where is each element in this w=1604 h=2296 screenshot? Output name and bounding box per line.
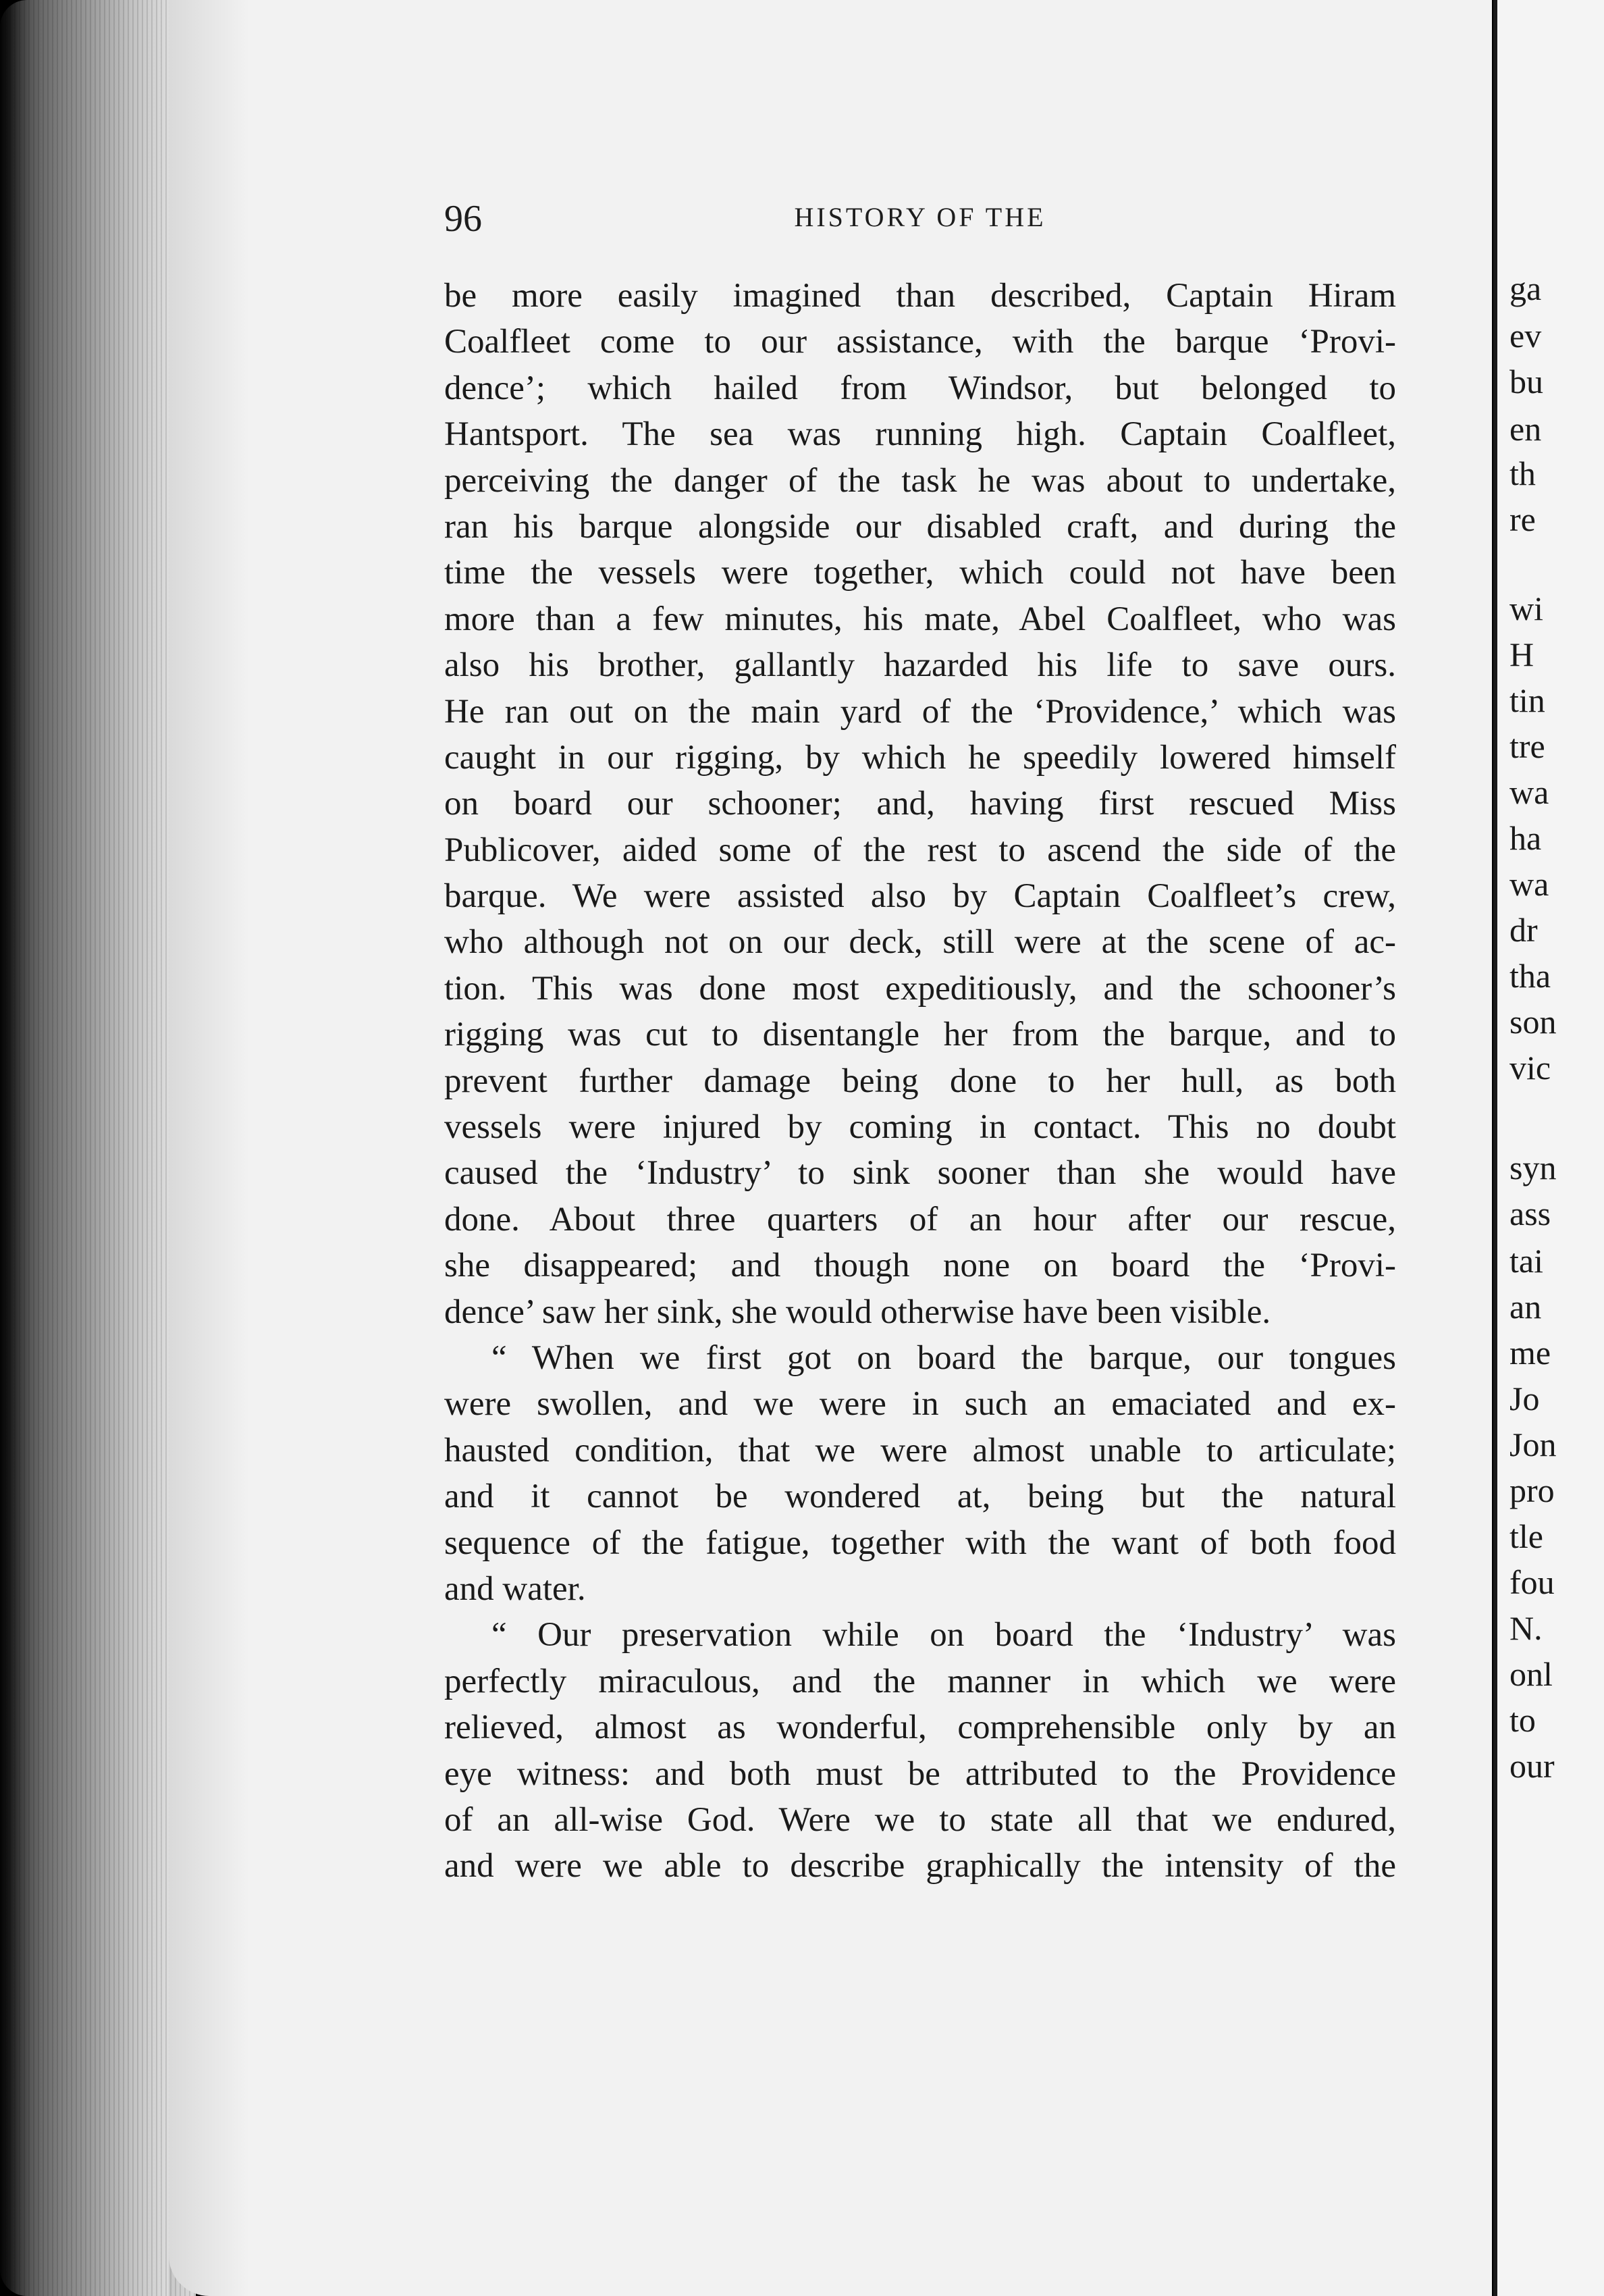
text-line: ran his barque alongside our disabled craft, and during the [444,507,1396,546]
facing-fragment: re [1509,500,1536,538]
text-line: and were we able to describe graphically the intensity of the [444,1847,1396,1885]
facing-page-edge [1493,0,1604,2296]
text-line: more than a few minutes, his mate, Abel Coalfleet, who was [444,600,1396,638]
facing-fragment: our [1509,1747,1555,1785]
text-line: time the vessels were together, which could not have been [444,554,1396,592]
facing-fragment: tai [1509,1242,1543,1280]
facing-fragment: en [1509,410,1542,448]
text-line: dence’ saw her sink, she would otherwise have been visible. [444,1293,1271,1331]
text-line: Publicover, aided some of the rest to ascend the side of the [444,831,1396,869]
facing-fragment: wa [1509,773,1549,811]
facing-fragment: tle [1509,1517,1543,1555]
text-line: caught in our rigging, by which he speedily lowered himself [444,738,1396,777]
facing-fragment: me [1509,1334,1551,1372]
text-line: perfectly miraculous, and the manner in which we were [444,1662,1396,1700]
facing-fragment: N. [1509,1609,1543,1647]
text-line: caused the ‘Industry’ to sink sooner than she would have [444,1154,1396,1193]
text-line: she disappeared; and though none on board the ‘Provi- [444,1247,1396,1285]
facing-fragment: ev [1509,317,1542,355]
text-line: hausted condition, that we were almost unable to articulate; [444,1431,1396,1469]
running-title: HISTORY OF THE [794,202,1046,232]
text-line: also his brother, gallantly hazarded his life to save ours. [444,646,1396,685]
facing-fragment: tha [1509,957,1551,995]
text-line: of an all-wise God. Were we to state all that we endured, [444,1800,1396,1839]
text-line: tion. This was done most expeditiously, and the schooner’s [444,969,1396,1008]
facing-fragment: syn [1509,1149,1557,1186]
text-line: eye witness: and both must be attributed to the Providence [444,1754,1396,1793]
facing-fragment: wi [1509,590,1543,627]
text-line: and it cannot be wondered at, being but the natural [444,1478,1396,1516]
facing-fragment: ha [1509,819,1542,857]
facing-fragment: an [1509,1288,1542,1326]
facing-fragment: wa [1509,865,1549,903]
facing-fragment: Jon [1509,1426,1557,1463]
text-line: were swollen, and we were in such an emaciated and ex- [444,1385,1396,1424]
text-line: prevent further damage being done to her hull, as both [444,1062,1396,1100]
facing-fragment: vic [1509,1049,1551,1087]
facing-fragment: pro [1509,1471,1555,1509]
facing-fragment: H [1509,635,1534,673]
facing-fragment: dr [1509,911,1538,949]
facing-fragment: to [1509,1701,1536,1739]
text-line: “ When we first got on board the barque, our tongues [491,1338,1396,1377]
facing-fragment: bu [1509,363,1543,400]
body-text [444,273,1396,1889]
text-line: rigging was cut to disentangle her from the barque, and to [444,1016,1396,1054]
text-line: who although not on our deck, still were at the scene of ac- [444,923,1396,962]
text-line: “ Our preservation while on board the ‘Industry’ was [491,1616,1396,1654]
book-page-edge [0,0,196,2296]
text-line: relieved, almost as wonderful, comprehensible only by an [444,1708,1396,1747]
text-line: sequence of the fatigue, together with the want of both food [444,1523,1396,1562]
text-line: Coalfleet come to our assistance, with the barque ‘Provi- [444,323,1396,361]
facing-fragment: th [1509,454,1536,492]
facing-fragment: onl [1509,1655,1553,1693]
facing-fragment: tre [1509,727,1545,765]
text-line: dence’; which hailed from Windsor, but belonged to [444,369,1396,407]
text-line: and water. [444,1569,586,1608]
text-line: He ran out on the main yard of the ‘Providence,’ which was [444,692,1396,731]
facing-fragment: Jo [1509,1380,1540,1417]
text-line: perceiving the danger of the task he was about to undertake, [444,461,1396,500]
text-line: done. About three quarters of an hour after our rescue, [444,1200,1396,1238]
facing-fragment: ass [1509,1195,1551,1232]
facing-fragment: fou [1509,1563,1555,1601]
text-line: vessels were injured by coming in contact. This no doubt [444,1108,1396,1147]
text-line: on board our schooner; and, having first rescued Miss [444,785,1396,823]
facing-fragment: son [1509,1003,1557,1041]
text-line: Hantsport. The sea was running high. Captain Coalfleet, [444,415,1396,454]
facing-fragment: tin [1509,681,1545,719]
running-header [444,197,1396,244]
page-number: 96 [444,198,482,240]
facing-fragment: ga [1509,269,1542,307]
text-line: be more easily imagined than described, Captain Hiram [444,277,1396,315]
text-line: barque. We were assisted also by Captain Coalfleet’s crew, [444,877,1396,916]
